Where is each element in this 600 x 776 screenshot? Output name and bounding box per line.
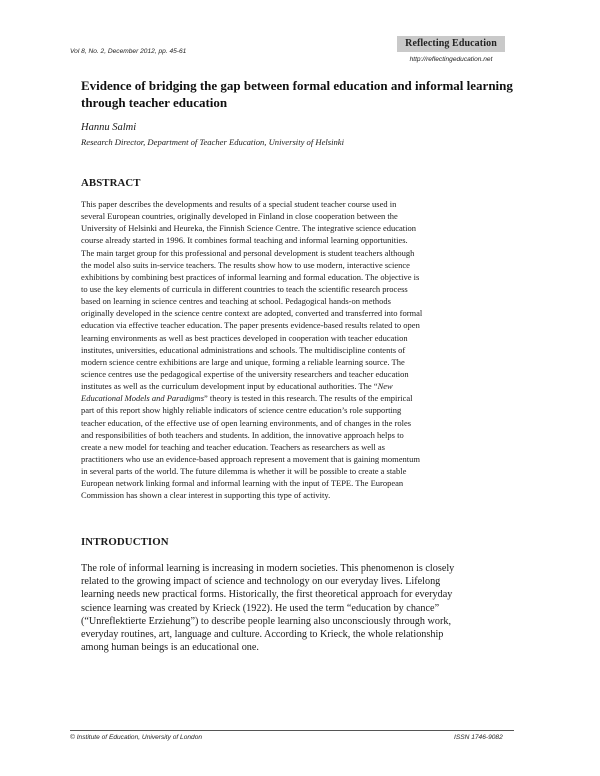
footer-divider (70, 730, 514, 731)
abstract-line: based on learning in science centres and teaching at school. Pedagogical hands-on methods (81, 296, 391, 307)
introduction-heading: INTRODUCTION (81, 536, 169, 548)
journal-url[interactable]: http://reflectingeducation.net (409, 56, 493, 63)
abstract-line-with-italic (81, 380, 524, 392)
intro-line: learning needs new practical forms. Historically, the first theoretical approach for everyday (81, 589, 453, 601)
abstract-line: modern science centre exhibitions are large and unique, forming a reliable learning source. The (81, 356, 405, 367)
author-name: Hannu Salmi (81, 122, 137, 133)
abstract-line-text: ” theory is tested in this research. The results of the empirical (204, 393, 413, 404)
abstract-line: European network linking formal and informal learning with the input of TEPE. The European (81, 478, 404, 489)
abstract-line: exhibitions by combining best practices of informal learning and formal education. The objective is (81, 271, 420, 282)
abstract-line: and responsibilities of both teachers and students. In addition, the innovative approach helps to (81, 429, 404, 440)
abstract-line: institutes, universities, educational administrations and schools. The multidiscipline contents of (81, 344, 406, 355)
abstract-line: several European countries, originally developed in Finland in close cooperation between the (81, 211, 398, 222)
abstract-line-text: institutes as well as the curriculum development input by educational authorities. The “ (81, 381, 378, 392)
abstract-heading: ABSTRACT (81, 177, 141, 189)
abstract-line: the model also suits in-service teachers. The results show how to use modern, interactive science (81, 259, 410, 270)
abstract-line: practitioners who use an evidence-based approach represent a movement that is gaining momentum (81, 453, 420, 464)
footer-copyright: © Institute of Education, University of London (70, 734, 203, 741)
abstract-line: create a new model for teaching and teacher education. Teachers as researchers as well as (81, 441, 385, 452)
abstract-line: Commission has shown a clear interest in supporting this type of activity. (81, 490, 331, 501)
abstract-line: education via effective teacher education. The paper presents evidence-based results related to open (81, 320, 420, 331)
introduction-body (81, 562, 524, 654)
intro-line: The role of informal learning is increasing in modern societies. This phenomenon is closely (81, 563, 455, 574)
abstract-line: to use the key elements of curricula in different countries to teach the scientific research process (81, 283, 408, 294)
journal-citation: Vol 8, No. 2, December 2012, pp. 45-61 (70, 48, 187, 55)
journal-logo: Reflecting Education (397, 36, 505, 52)
abstract-line: The main target group for this professional and personal development is student teachers although (81, 247, 415, 258)
abstract-line: course already started in 1996. It combines formal teaching and informal learning opportunities. (81, 235, 408, 246)
paper-title: Evidence of bridging the gap between formal education and informal learning through teacher education (81, 78, 513, 110)
abstract-line: in several parts of the world. The future dilemma is whether it will be possible to create a stable (81, 466, 407, 477)
intro-line: (“Unreflektierte Erziehung”) to describe people learning also unconsciously through work, (81, 615, 452, 627)
abstract-body (81, 198, 524, 502)
intro-line: among human beings is an educational one. (81, 642, 259, 654)
footer-issn: ISSN 1746-9082 (454, 734, 503, 741)
author-affiliation: Research Director, Department of Teacher Education, University of Helsinki (81, 137, 345, 147)
intro-line: everyday routines, art, language and culture. According to Krieck, the whole relationship (81, 629, 444, 641)
abstract-line: science centres use the pedagogical expertise of the university researchers and teacher education (81, 368, 409, 379)
abstract-line: This paper describes the developments and results of a special student teacher course used in (81, 199, 397, 209)
abstract-line: University of Helsinki and Heureka, the Finnish Science Centre. The integrative science education (81, 223, 417, 234)
abstract-line: part of this report show highly reliable indicators of science centre education’s role supporting (81, 405, 402, 416)
abstract-line: learning environments as well as best practices developed in cooperation with teacher education (81, 332, 408, 343)
italic-phrase: Educational Models and Paradigms (81, 393, 205, 404)
abstract-line: originally developed in the science centre context are adopted, converted and transferred into formal (81, 308, 423, 319)
intro-line: science learning was created by Krieck (1922). He used the term “education by chance” (81, 602, 440, 614)
abstract-line-with-italic (81, 392, 524, 404)
italic-phrase: New (377, 381, 393, 392)
abstract-line: teacher education, of the effective use of open learning environments, and of changes in the roles (81, 417, 412, 428)
intro-line: related to the growing impact of science and technology on our everyday lives. Lifelong (81, 576, 441, 588)
